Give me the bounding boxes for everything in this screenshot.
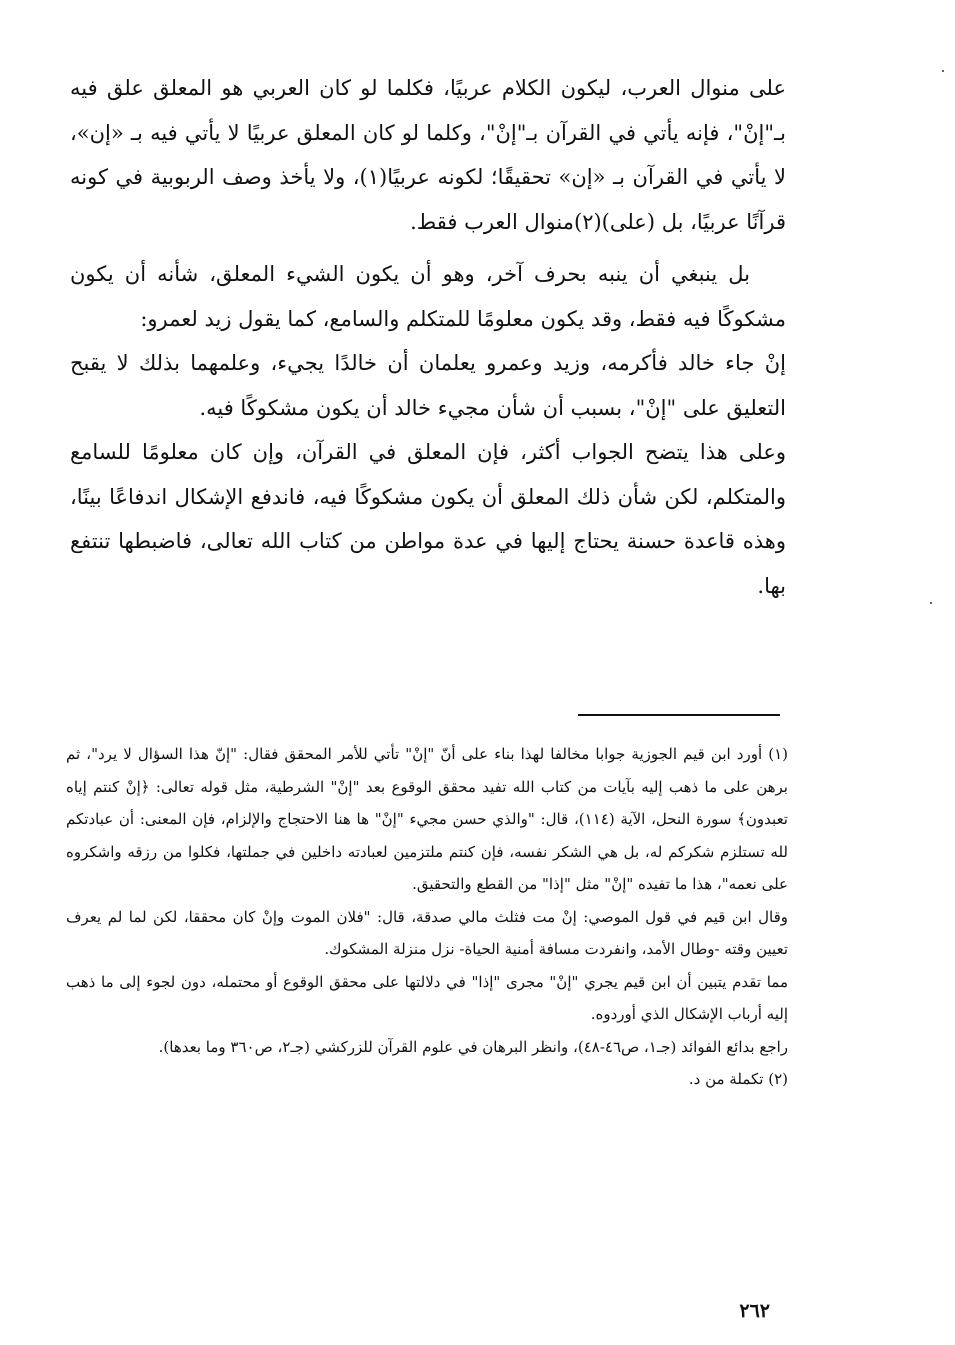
paragraph-1: على منوال العرب، ليكون الكلام عربيًا، فكلما لو كان العربي هو المعلق علق فيه بـ"إنْ"، فإنه يأتي في القرآن بـ"إنْ"، وكلما لو كان المعلق عربيًا لا يأتي فيه بـ «إن»، لا يأتي في القرآن بـ «إن» تحقيقًا؛ لكونه عربيًا(١)، ولا يأخذ وصف الربوبية في كونه قرآنًا عربيًا، بل (على)(٢)منوال العرب فقط. bbox=[70, 76, 786, 234]
main-text-block bbox=[70, 66, 786, 608]
scan-speck bbox=[930, 602, 932, 604]
footnote-1-conclusion: مما تقدم يتبين أن ابن قيم يجري "إنْ" مجرى "إذا" في دلالتها على محقق الوقوع أو محتمله، دون لجوء إلى ما ذهب إليه أرباب الإشكال الذي أوردوه. bbox=[66, 972, 788, 1023]
footnote-1-continuation: وقال ابن قيم في قول الموصي: إنْ مت فثلث مالي صدقة، قال: "فلان الموت وإنْ كان محققا، لكن لما لم يعرف تعيين وقته -وطال الأمد، وانفردت مسافة أمنية الحياة- نزل منزلة المشكوك. bbox=[66, 907, 788, 958]
footnote-1-reference: راجع بدائع الفوائد (جـ١، ص٤٦-٤٨)، وانظر البرهان في علوم القرآن للزركشي (جـ٢، ص٣٦٠ وما بعدها). bbox=[158, 1037, 788, 1056]
footnote-1: (١) أورد ابن قيم الجوزية جوابا مخالفا لهذا بناء على أنّ "إنْ" تأتي للأمر المحقق فقال: "إنّ هذا السؤال لا يرد"، ثم برهن على ما ذهب إليه بآيات من كتاب الله تفيد محقق الوقوع بعد "إنْ" الشرطية، مثل قوله تعالى: ﴿إنْ كنتم إياه تعبدون﴾ سورة النحل، الآية (١١٤)، قال: "والذي حسن مجيء "إنْ" ها هنا الاحتجاج والإلزام، فإن المعنى: أن عبادتكم لله تستلزم شكركم له، بل هي الشكر نفسه، فإن كنتم ملتزمين لعبادته داخلين في جملتها، فكلوا من رزقه واشكروه على نعمه"، هذا ما تفيده "إنْ" مثل "إذا" من القطع والتحقيق. bbox=[66, 745, 788, 893]
footnotes-block bbox=[66, 738, 788, 1096]
paragraph-3: إنْ جاء خالد فأكرمه، وزيد وعمرو يعلمان أن خالدًا يجيء، وعلمهما بذلك لا يقبح التعليق على "إنْ"، بسبب أن شأن مجيء خالد أن يكون مشكوكًا فيه. bbox=[70, 351, 786, 420]
paragraph-2: بل ينبغي أن ينبه بحرف آخر، وهو أن يكون الشيء المعلق، شأنه أن يكون مشكوكًا فيه فقط، وقد يكون معلومًا للمتكلم والسامع، كما يقول زيد لعمرو: bbox=[70, 262, 786, 331]
scan-speck bbox=[942, 70, 944, 72]
footnote-2: (٢) تكملة من د. bbox=[688, 1070, 788, 1088]
page-number: ٢٦٢ bbox=[739, 1300, 770, 1322]
footnote-separator bbox=[578, 714, 780, 716]
paragraph-4: وعلى هذا يتضح الجواب أكثر، فإن المعلق في القرآن، وإن كان معلومًا للسامع والمتكلم، لكن شأن ذلك المعلق أن يكون مشكوكًا فيه، فاندفع الإشكال اندفاعًا بينًا، وهذه قاعدة حسنة يحتاج إليها في عدة مواطن من كتاب الله تعالى، فاضبطها تنتفع بها. bbox=[70, 440, 786, 598]
